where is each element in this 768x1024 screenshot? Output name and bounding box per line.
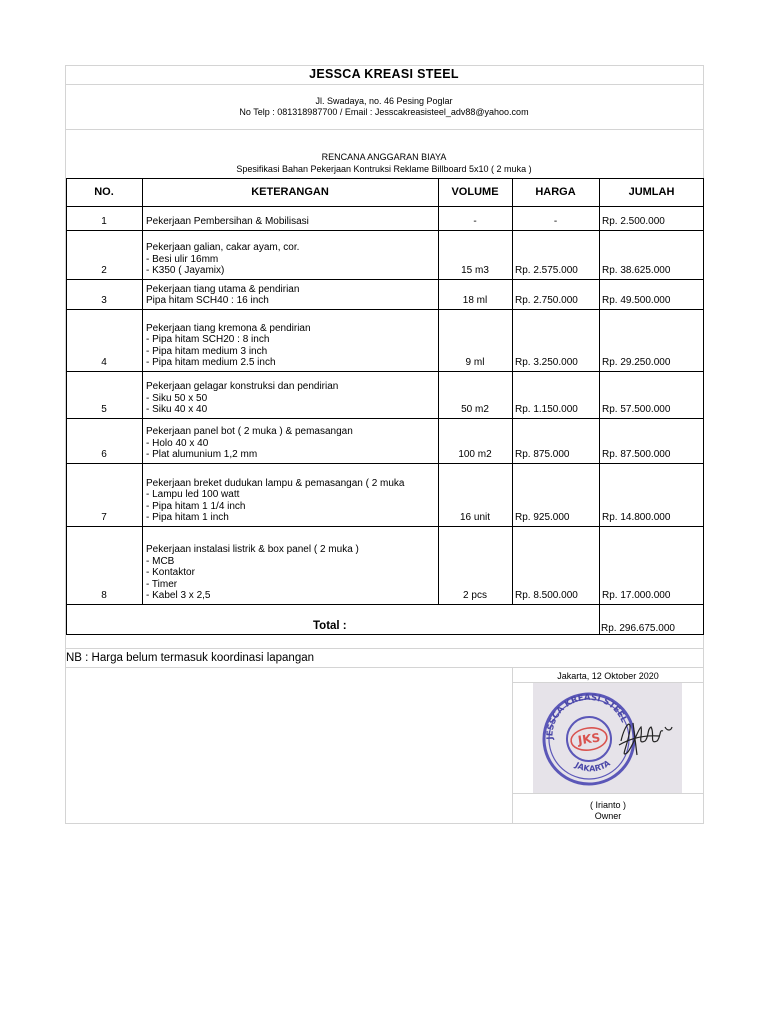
row-description-line: - Holo 40 x 40	[146, 437, 209, 449]
row-description-line: - Besi ulir 16mm	[146, 253, 219, 265]
row-harga: Rp. 2.575.000	[515, 265, 578, 276]
budget-table	[66, 178, 704, 635]
row-description-line: Pekerjaan panel bot ( 2 muka ) & pemasangan	[146, 426, 353, 437]
row-number: 8	[101, 590, 107, 601]
row-volume: 16 unit	[459, 512, 491, 523]
row-volume: 2 pcs	[463, 590, 487, 601]
row-harga: Rp. 875.000	[515, 449, 570, 460]
row-description-line: - Pipa hitam SCH20 : 8 inch	[146, 334, 270, 345]
row-description-line: Pipa hitam SCH40 : 16 inch	[146, 295, 269, 306]
row-separator	[66, 418, 704, 419]
stamp-bottom-text: JAKARTA	[573, 758, 612, 774]
total-value: Rp. 296.675.000	[601, 623, 675, 634]
row-separator	[66, 279, 704, 280]
row-description-line: - MCB	[146, 555, 175, 567]
row-harga: Rp. 3.250.000	[515, 357, 578, 368]
stamp-signature-image	[533, 683, 682, 793]
row-separator	[66, 463, 704, 464]
total-label: Total :	[313, 620, 347, 632]
column-line	[142, 178, 143, 604]
row-description-line: - K350 ( Jayamix)	[146, 265, 225, 276]
row-description-line: Pekerjaan breket dudukan lampu & pemasangan ( 2 muka	[146, 477, 405, 489]
column-line	[512, 178, 513, 604]
row-harga: Rp. 925.000	[515, 512, 570, 523]
row-volume: -	[473, 216, 477, 227]
row-description-line: Pekerjaan gelagar konstruksi dan pendirian	[146, 381, 339, 392]
row-number: 2	[101, 265, 107, 276]
row-description-line: Pekerjaan instalasi listrik & box panel ( 2 muka )	[146, 544, 359, 555]
row-number: 3	[101, 295, 107, 306]
row-harga: Rp. 8.500.000	[515, 590, 578, 601]
row-volume: 9 ml	[465, 357, 485, 368]
row-description-line: Pekerjaan galian, cakar ayam, cor.	[146, 242, 300, 253]
company-address: Jl. Swadaya, no. 46 Pesing Poglar	[315, 96, 453, 106]
row-separator	[66, 371, 704, 372]
row-description-line: - Kontaktor	[146, 567, 195, 578]
gridline	[65, 648, 704, 649]
stamp-center-text: JKS	[576, 730, 602, 748]
row-harga: Rp. 1.150.000	[515, 404, 578, 415]
note: NB : Harga belum termasuk koordinasi lapangan	[66, 652, 315, 664]
row-number: 4	[101, 357, 107, 368]
row-jumlah: Rp. 29.250.000	[602, 357, 671, 368]
row-jumlah: Rp. 87.500.000	[602, 449, 671, 460]
row-jumlah: Rp. 57.500.000	[602, 404, 671, 415]
column-line	[438, 178, 439, 604]
row-description-line: - Pipa hitam 1 inch	[146, 512, 229, 523]
row-jumlah: Rp. 17.000.000	[602, 590, 671, 601]
row-description-line: - Kabel 3 x 2,5	[146, 590, 211, 601]
row-harga: -	[553, 216, 558, 227]
row-volume: 18 ml	[462, 295, 488, 306]
row-jumlah: Rp. 38.625.000	[602, 265, 671, 276]
row-description-line: Pekerjaan tiang utama & pendirian	[146, 283, 300, 295]
column-header-volume: VOLUME	[451, 186, 499, 198]
column-header-keterangan: KETERANGAN	[251, 186, 329, 198]
row-harga: Rp. 2.750.000	[515, 295, 578, 306]
row-description-line: - Siku 50 x 50	[146, 392, 208, 404]
row-volume: 15 m3	[461, 265, 489, 276]
company-stamp	[533, 683, 682, 793]
total-separator	[66, 604, 704, 605]
row-description-line: - Pipa hitam medium 2.5 inch	[146, 357, 276, 368]
header-separator	[66, 206, 704, 207]
row-jumlah: Rp. 49.500.000	[602, 295, 671, 306]
stamp-top-text: JESSCA KREASI STEEL	[545, 692, 629, 740]
signer-role: Owner	[594, 811, 622, 821]
row-description-line: - Lampu led 100 watt	[146, 489, 240, 500]
column-line	[599, 604, 600, 635]
row-description-line: - Pipa hitam 1 1/4 inch	[146, 500, 246, 512]
column-header-jumlah: JUMLAH	[628, 186, 675, 198]
row-description-line: - Siku 40 x 40	[146, 404, 208, 415]
table-border	[66, 178, 704, 179]
column-header-harga: HARGA	[535, 186, 576, 198]
document-title: RENCANA ANGGARAN BIAYA	[321, 152, 447, 162]
column-header-no: NO.	[94, 186, 114, 198]
row-jumlah: Rp. 2.500.000	[602, 216, 665, 227]
company-name: JESSCA KREASI STEEL	[309, 67, 459, 81]
row-volume: 50 m2	[461, 404, 489, 415]
row-description-line: - Timer	[146, 578, 178, 590]
document-subtitle: Spesifikasi Bahan Pekerjaan Kontruksi Reklame Billboard 5x10 ( 2 muka )	[236, 164, 532, 174]
column-line	[599, 178, 600, 604]
company-contact: No Telp : 081318987700 / Email : Jesscakreasisteel_adv88@yahoo.com	[239, 107, 529, 117]
row-description-line: - Plat alumunium 1,2 mm	[146, 449, 258, 460]
signature-date: Jakarta, 12 Oktober 2020	[557, 671, 659, 681]
row-description-line: Pekerjaan Pembersihan & Mobilisasi	[146, 216, 309, 227]
row-number: 5	[101, 404, 107, 415]
signer-name: ( Irianto )	[589, 800, 626, 810]
row-number: 7	[101, 512, 107, 523]
row-number: 1	[101, 216, 107, 227]
gridline	[65, 129, 704, 130]
row-jumlah: Rp. 14.800.000	[602, 512, 671, 523]
gridline	[512, 793, 704, 794]
row-number: 6	[101, 449, 107, 460]
row-volume: 100 m2	[458, 449, 492, 460]
row-description-line: Pekerjaan tiang kremona & pendirian	[146, 322, 311, 334]
row-separator	[66, 526, 704, 527]
row-description-line: - Pipa hitam medium 3 inch	[146, 345, 268, 357]
gridline	[65, 667, 704, 668]
gridline	[65, 84, 704, 85]
row-separator	[66, 230, 704, 231]
row-separator	[66, 309, 704, 310]
